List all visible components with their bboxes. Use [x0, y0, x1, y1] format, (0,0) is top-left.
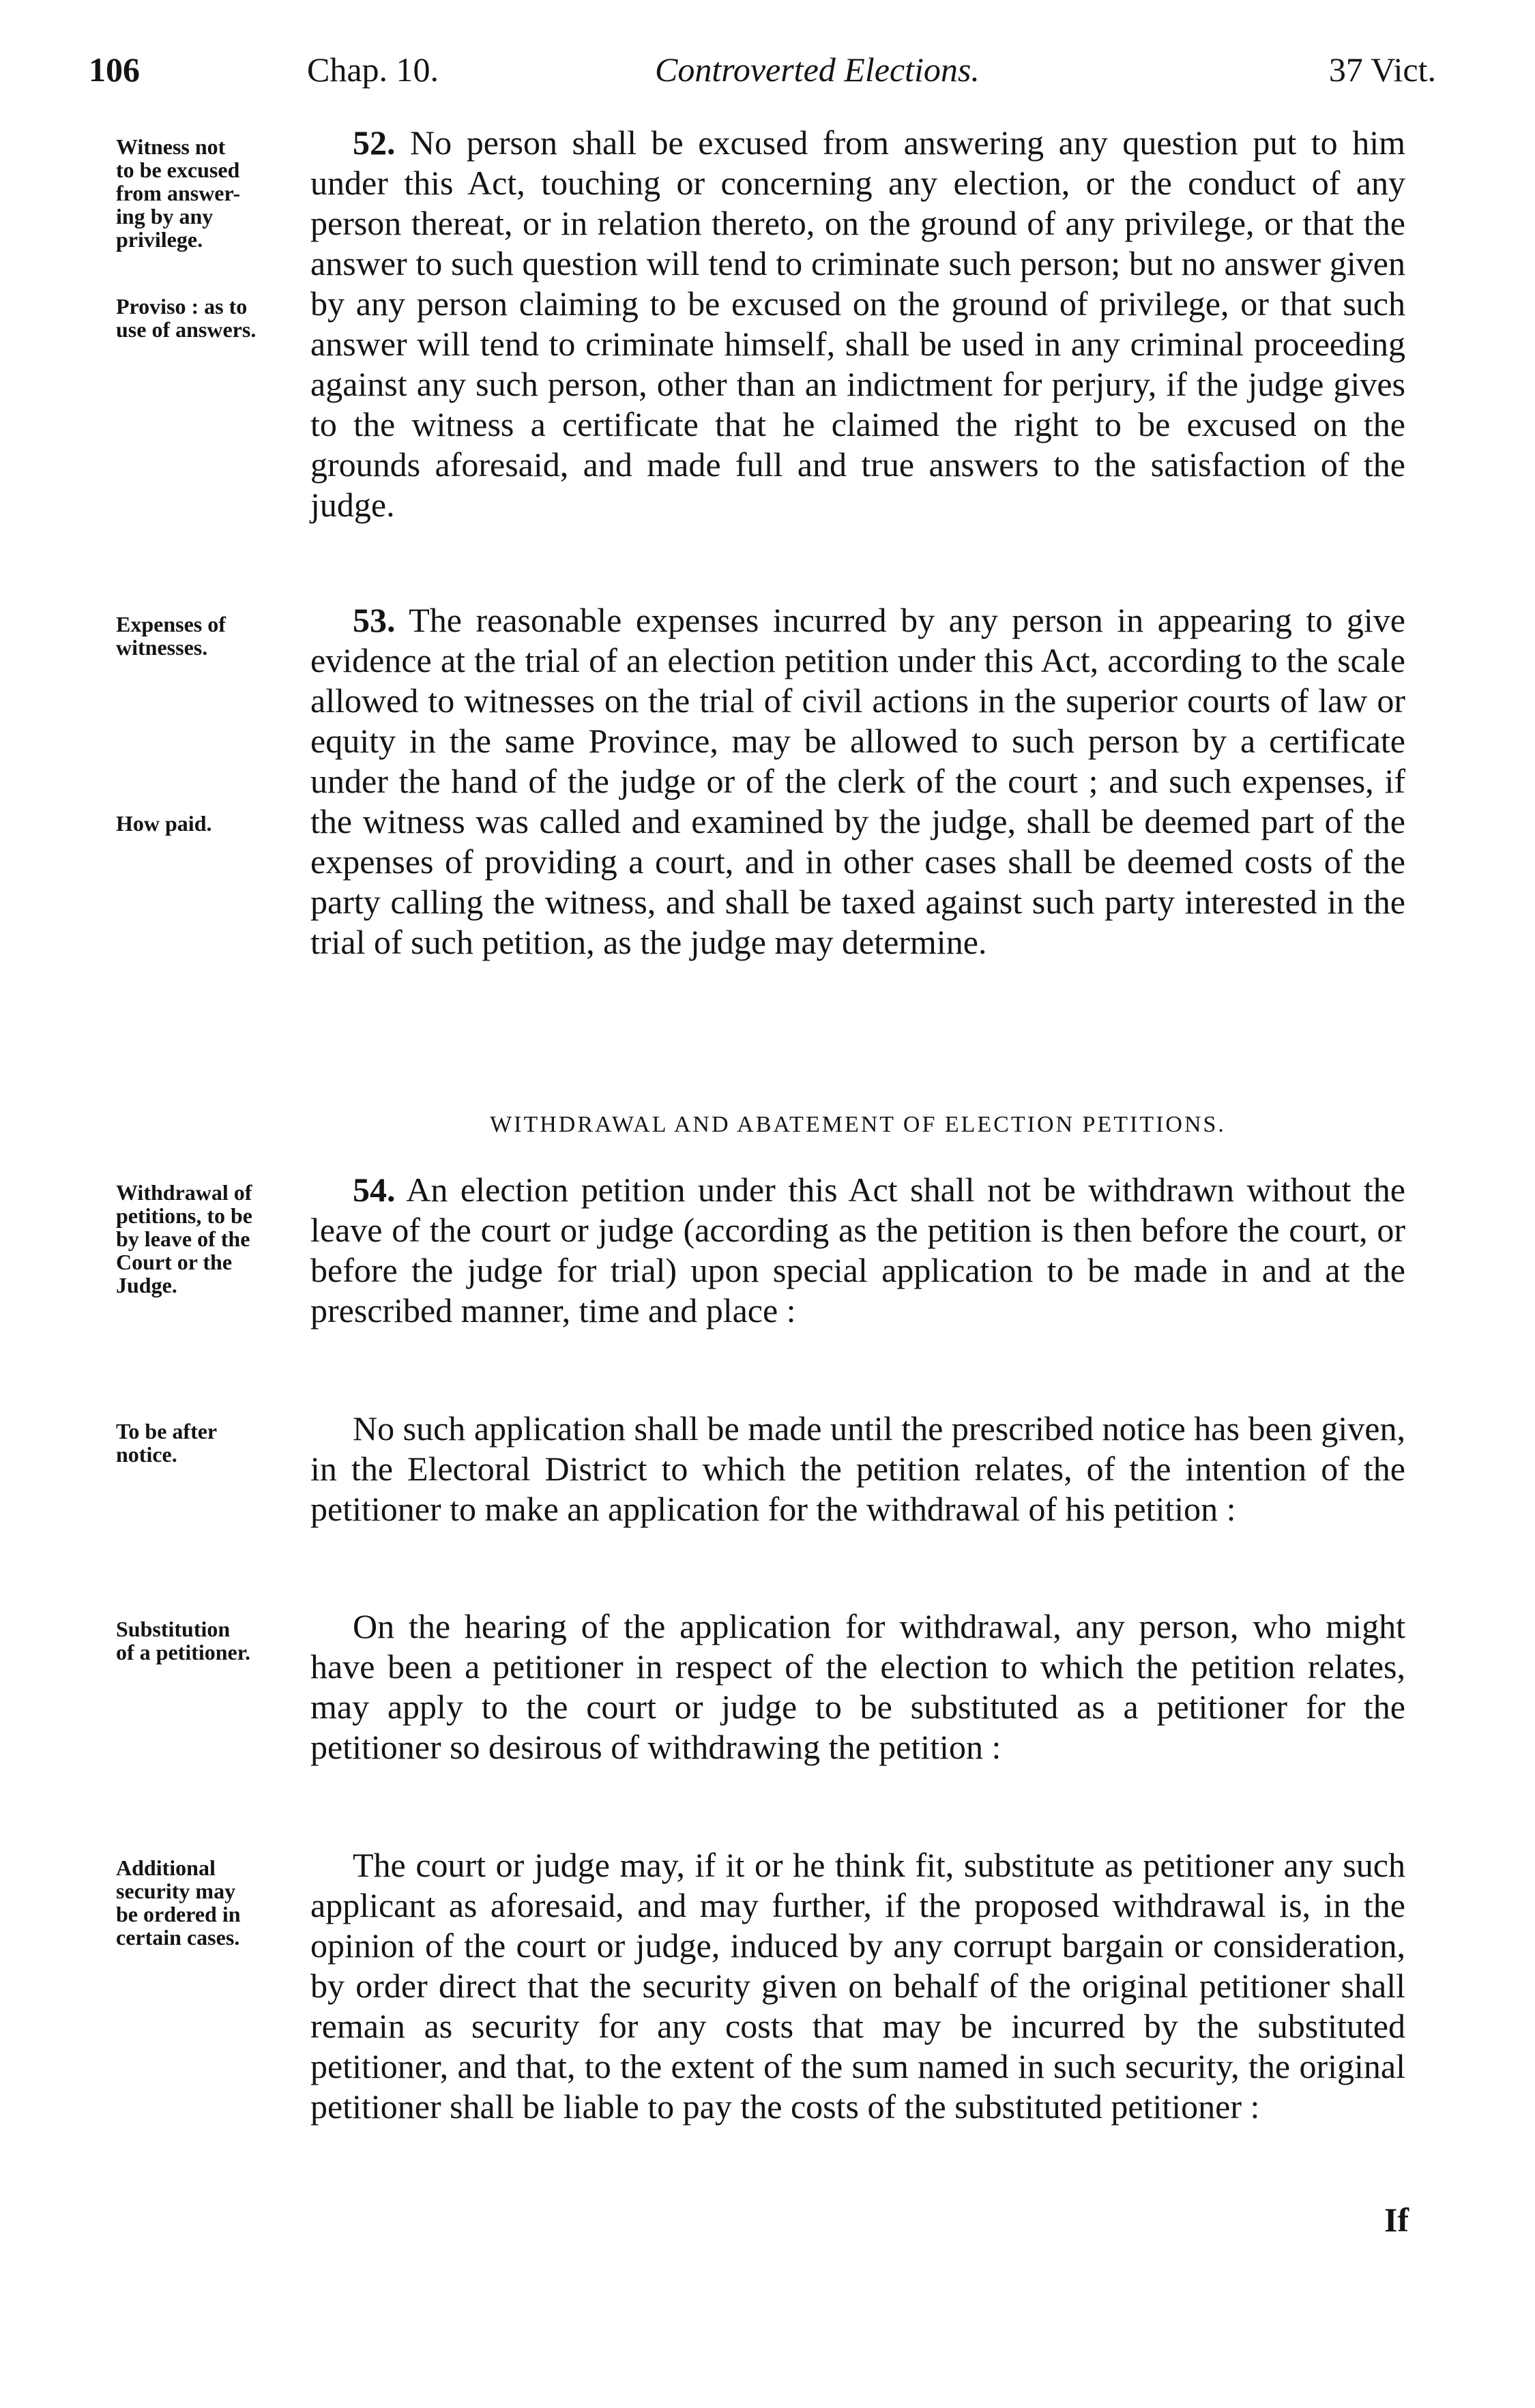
paragraph-notice-text: No such application shall be made until the prescribed notice has been given, in the Electoral District to which the petition relates, of the intention of the petitioner to make an application for the withdrawal of his petition :	[310, 1409, 1405, 1528]
section-number: 54.	[353, 1171, 396, 1209]
running-header	[89, 42, 1436, 97]
margin-note-expenses: Expenses of witnesses.	[116, 612, 226, 660]
margin-note-substitution: Substitution of a petitioner.	[116, 1617, 251, 1664]
section-body: No person shall be excused from answering any question put to him under this Act, touching or concerning any election, or the conduct of any person thereat, or in relation thereto, on the ground of any privilege, or that the answer to such question will tend to criminate such person; but no answer given by any person claiming to be excused on the ground of privilege, or that such answer will tend to criminate himself, shall be used in any criminal proceeding against any such person, other than an indictment for perjury, if the judge gives to the witness a certificate that he claimed the right to be excused on the grounds aforesaid, and made full and true answers to the satisfaction of the judge.	[310, 123, 1405, 524]
section-number: 53.	[353, 601, 396, 639]
running-title: Controverted Elections.	[655, 50, 980, 89]
paragraph-substitution-text: On the hearing of the application for withdrawal, any person, who might have been a petitioner in respect of the election to which the petition relates, may apply to the court or judge to be substituted as a petitioner for the petitioner so desirous of withdrawing the petition :	[310, 1607, 1405, 1766]
section-number: 52.	[353, 123, 396, 162]
part-heading: WITHDRAWAL AND ABATEMENT OF ELECTION PETITIONS.	[490, 1112, 1226, 1137]
section-53-text	[310, 600, 1405, 963]
margin-note-witness-privilege: Witness not to be excused from answer- ing by any privilege.	[116, 134, 241, 252]
section-54-text	[310, 1170, 1405, 1331]
regnal-year: 37 Vict.	[1328, 50, 1436, 89]
page-number: 106	[89, 50, 140, 89]
section-body: An election petition under this Act shall not be withdrawn without the leave of the court or judge (according as the petition is then before the court, or before the judge for trial) upon special application to be made in and at the prescribed manner, time and place :	[310, 1171, 1405, 1330]
margin-note-how-paid: How paid.	[116, 811, 212, 836]
margin-note-proviso: Proviso : as to use of answers.	[116, 294, 257, 342]
chapter-label: Chap. 10.	[307, 50, 439, 89]
margin-note-withdrawal: Withdrawal of petitions, to be by leave of the Court or the Judge.	[116, 1180, 252, 1297]
section-body: The reasonable expenses incurred by any person in appearing to give evidence at the trial of an election petition under this Act, according to the scale allowed to witnesses on the trial of civil actions in the superior courts of law or equity in the same Province, may be allowed to such person by a certificate under the hand of the judge or of the clerk of the court ; and such expenses, if the witness was called and examined by the judge, shall be deemed part of the expenses of providing a court, and in other cases shall be deemed costs of the party calling the witness, and shall be taxed against such party interested in the trial of such petition, as the judge may determine.	[310, 601, 1405, 961]
catchword: If	[1384, 2201, 1409, 2239]
margin-note-after-notice: To be after notice.	[116, 1419, 218, 1467]
margin-note-additional-security: Additional security may be ordered in certain cases.	[116, 1855, 241, 1950]
paragraph-security-text: The court or judge may, if it or he think fit, substitute as petitioner any such applicant as aforesaid, and may further, if the proposed withdrawal is, in the opinion of the court or judge, induced by any corrupt bargain or consideration, by order direct that the security given on behalf of the original petitioner shall remain as security for any costs that may be incurred by the substituted petitioner, and that, to the extent of the sum named in such security, the original petitioner shall be liable to pay the costs of the substituted petitioner :	[310, 1846, 1405, 2126]
section-52-text	[310, 123, 1405, 525]
